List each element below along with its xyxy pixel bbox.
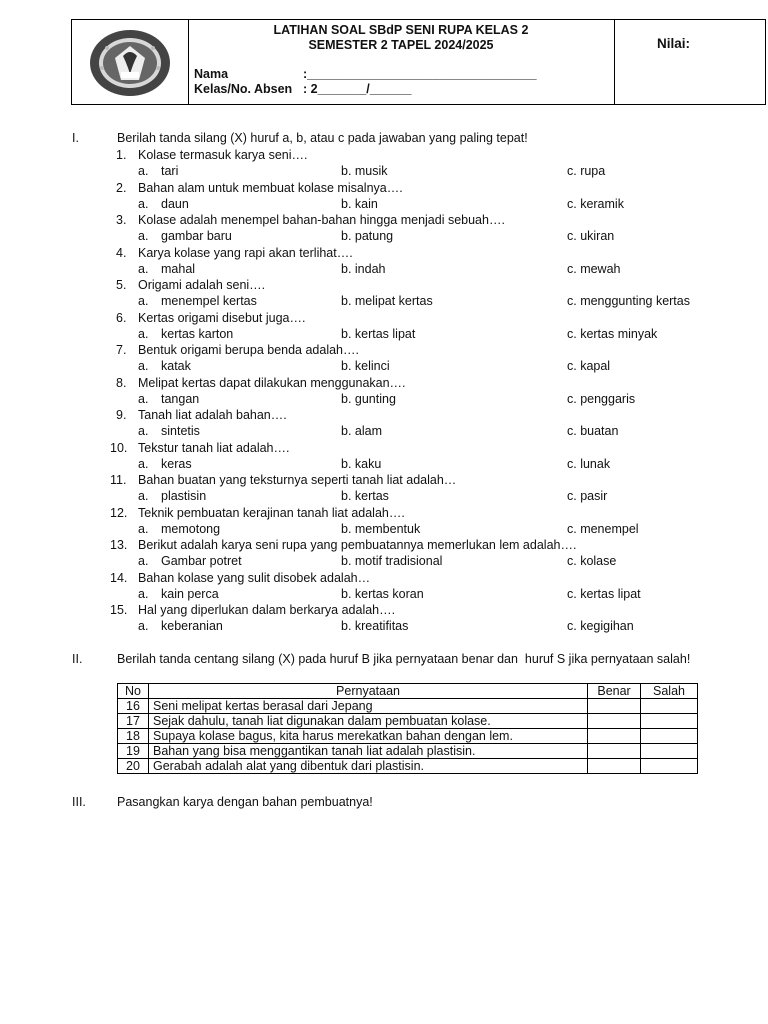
benar-cell[interactable] bbox=[588, 744, 641, 759]
benar-cell[interactable] bbox=[588, 714, 641, 729]
option-a-marker: a. bbox=[138, 424, 149, 438]
statement-text: Supaya kolase bagus, kita harus merekatkan bahan dengan lem. bbox=[148, 729, 587, 744]
option-c[interactable]: c. mewah bbox=[567, 261, 621, 276]
header-box bbox=[71, 19, 766, 105]
option-b[interactable]: b. kertas lipat bbox=[341, 326, 416, 341]
option-c[interactable]: c. menggunting kertas bbox=[567, 294, 690, 308]
question-number: 2. bbox=[116, 180, 127, 195]
option-b[interactable]: b. kertas bbox=[341, 489, 389, 503]
option-a[interactable]: keberanian bbox=[161, 619, 223, 633]
nilai-cell bbox=[614, 20, 767, 104]
option-b[interactable]: b. kain bbox=[341, 196, 378, 211]
question-number: 1. bbox=[116, 148, 127, 162]
option-b[interactable]: b. kaku bbox=[341, 456, 382, 471]
section2-instruction: Berilah tanda centang silang (X) pada huruf B jika pernyataan benar dan huruf S jika pernyataan salah! bbox=[117, 652, 691, 666]
option-a[interactable]: gambar baru bbox=[161, 229, 232, 243]
question-text: Berikut adalah karya seni rupa yang pembuatannya memerlukan lem adalah…. bbox=[138, 538, 577, 552]
question-number: 11. bbox=[110, 473, 127, 487]
question-text: Origami adalah seni…. bbox=[138, 278, 266, 292]
option-a-marker: a. bbox=[138, 326, 149, 341]
option-b[interactable]: b. membentuk bbox=[341, 521, 421, 536]
section3-number: III. bbox=[72, 795, 86, 809]
option-a[interactable]: memotong bbox=[161, 521, 221, 536]
question-text: Kertas origami disebut juga…. bbox=[138, 310, 306, 325]
option-b[interactable]: b. kelinci bbox=[341, 359, 390, 373]
option-a[interactable]: Gambar potret bbox=[161, 554, 242, 568]
question-text: Kolase adalah menempel bahan-bahan hingga menjadi sebuah…. bbox=[138, 213, 505, 227]
option-c[interactable]: c. lunak bbox=[567, 456, 611, 471]
option-a-marker: a. bbox=[138, 261, 149, 276]
row-number: 19 bbox=[118, 744, 149, 759]
option-c[interactable]: c. kapal bbox=[567, 359, 611, 373]
option-b[interactable]: b. alam bbox=[341, 424, 382, 438]
option-b[interactable]: b. musik bbox=[341, 164, 388, 178]
question-text: Bahan kolase yang sulit disobek adalah… bbox=[138, 570, 371, 585]
option-a[interactable]: tari bbox=[161, 164, 179, 178]
salah-cell[interactable] bbox=[641, 714, 698, 729]
page-subtitle: SEMESTER 2 TAPEL 2024/2025 bbox=[308, 38, 494, 52]
option-a[interactable]: keras bbox=[161, 456, 192, 471]
option-a[interactable]: plastisin bbox=[161, 489, 207, 503]
option-a[interactable]: tangan bbox=[161, 391, 200, 406]
option-c[interactable]: c. kertas lipat bbox=[567, 586, 641, 601]
table-row bbox=[118, 729, 698, 744]
nama-label: Nama bbox=[194, 67, 229, 81]
row-number: 20 bbox=[118, 759, 149, 774]
option-c[interactable]: c. buatan bbox=[567, 424, 619, 438]
option-b[interactable]: b. kertas koran bbox=[341, 586, 424, 601]
question-text: Hal yang diperlukan dalam berkarya adalah…. bbox=[138, 603, 396, 617]
option-a-marker: a. bbox=[138, 619, 149, 633]
question-number: 10. bbox=[110, 440, 128, 455]
statement-text: Sejak dahulu, tanah liat digunakan dalam pembuatan kolase. bbox=[148, 714, 587, 729]
option-c[interactable]: c. ukiran bbox=[567, 229, 615, 243]
question-number: 12. bbox=[110, 505, 128, 520]
option-a-marker: a. bbox=[138, 521, 149, 536]
section1-instruction: Berilah tanda silang (X) huruf a, b, atau c pada jawaban yang paling tepat! bbox=[117, 131, 528, 145]
option-c[interactable]: c. keramik bbox=[567, 196, 624, 211]
col-header-pernyataan: Pernyataan bbox=[148, 684, 587, 699]
option-a-marker: a. bbox=[138, 554, 149, 568]
question-number: 9. bbox=[116, 408, 127, 422]
question-text: Bentuk origami berupa benda adalah…. bbox=[138, 343, 359, 357]
table-row bbox=[118, 759, 698, 774]
kelas-label: Kelas/No. Absen bbox=[194, 82, 293, 96]
option-a[interactable]: sintetis bbox=[161, 424, 200, 438]
option-a-marker: a. bbox=[138, 391, 149, 406]
option-a-marker: a. bbox=[138, 229, 149, 243]
question-text: Bahan alam untuk membuat kolase misalnya…. bbox=[138, 180, 403, 195]
question-number: 3. bbox=[116, 213, 127, 227]
table-row bbox=[118, 744, 698, 759]
option-c[interactable]: c. menempel bbox=[567, 521, 639, 536]
page-title: LATIHAN SOAL SBdP SENI RUPA KELAS 2 bbox=[273, 23, 529, 37]
option-c[interactable]: c. pasir bbox=[567, 489, 608, 503]
option-b[interactable]: b. motif tradisional bbox=[341, 554, 443, 568]
question-text: Melipat kertas dapat dilakukan menggunakan…. bbox=[138, 375, 406, 390]
question-text: Tekstur tanah liat adalah…. bbox=[138, 440, 290, 455]
row-number: 16 bbox=[118, 699, 149, 714]
col-header-no: No bbox=[118, 684, 149, 699]
question-text: Tanah liat adalah bahan…. bbox=[138, 408, 287, 422]
table-header-row bbox=[118, 684, 698, 699]
option-c[interactable]: c. kolase bbox=[567, 554, 617, 568]
option-a[interactable]: katak bbox=[161, 359, 191, 373]
option-a-marker: a. bbox=[138, 456, 149, 471]
nama-field[interactable]: :_________________________________ bbox=[303, 67, 537, 81]
statement-text: Bahan yang bisa menggantikan tanah liat adalah plastisin. bbox=[148, 744, 587, 759]
statement-text: Gerabah adalah alat yang dibentuk dari plastisin. bbox=[148, 759, 587, 774]
salah-cell[interactable] bbox=[641, 744, 698, 759]
option-b[interactable]: b. indah bbox=[341, 261, 386, 276]
question-number: 4. bbox=[116, 245, 127, 260]
statement-text: Seni melipat kertas berasal dari Jepang bbox=[148, 699, 587, 714]
row-number: 18 bbox=[118, 729, 149, 744]
section3-instruction: Pasangkan karya dengan bahan pembuatnya! bbox=[117, 795, 373, 809]
question-number: 14. bbox=[110, 570, 128, 585]
option-a[interactable]: daun bbox=[161, 196, 189, 211]
kelas-field[interactable]: : 2_______/______ bbox=[303, 82, 412, 96]
question-number: 8. bbox=[116, 375, 127, 390]
nilai-label: Nilai: bbox=[657, 36, 691, 51]
option-b[interactable]: b. gunting bbox=[341, 391, 396, 406]
col-header-salah: Salah bbox=[641, 684, 698, 699]
row-number: 17 bbox=[118, 714, 149, 729]
question-text: Kolase termasuk karya seni…. bbox=[138, 148, 308, 162]
question-text: Karya kolase yang rapi akan terlihat…. bbox=[138, 245, 353, 260]
option-b[interactable]: b. kreatifitas bbox=[341, 619, 409, 633]
logo-cell bbox=[72, 20, 189, 104]
option-a-marker: a. bbox=[138, 359, 149, 373]
table-row bbox=[118, 714, 698, 729]
salah-cell[interactable] bbox=[641, 699, 698, 714]
option-a[interactable]: mahal bbox=[161, 261, 196, 276]
school-emblem-logo bbox=[87, 28, 173, 98]
statement-table bbox=[117, 683, 698, 774]
option-a-marker: a. bbox=[138, 294, 149, 308]
option-c[interactable]: c. kegigihan bbox=[567, 619, 634, 633]
question-number: 13. bbox=[110, 538, 128, 552]
question-text: Teknik pembuatan kerajinan tanah liat adalah…. bbox=[138, 505, 405, 520]
question-number: 5. bbox=[116, 278, 127, 292]
question-number: 15. bbox=[110, 603, 128, 617]
section1-number: I. bbox=[72, 131, 79, 145]
question-number: 7. bbox=[116, 343, 127, 357]
option-c[interactable]: c. penggaris bbox=[567, 391, 636, 406]
option-c[interactable]: c. rupa bbox=[567, 164, 606, 178]
salah-cell[interactable] bbox=[641, 729, 698, 744]
question-text: Bahan buatan yang teksturnya seperti tanah liat adalah… bbox=[138, 473, 457, 487]
option-a-marker: a. bbox=[138, 164, 149, 178]
option-c[interactable]: c. kertas minyak bbox=[567, 326, 658, 341]
option-a-marker: a. bbox=[138, 489, 149, 503]
option-a[interactable]: kertas karton bbox=[161, 326, 234, 341]
option-b[interactable]: b. melipat kertas bbox=[341, 294, 433, 308]
question-number: 6. bbox=[116, 310, 127, 325]
benar-cell[interactable] bbox=[588, 699, 641, 714]
benar-cell[interactable] bbox=[588, 729, 641, 744]
option-a-marker: a. bbox=[138, 196, 149, 211]
table-row bbox=[118, 699, 698, 714]
option-b[interactable]: b. patung bbox=[341, 229, 394, 243]
section2-number: II. bbox=[72, 652, 83, 666]
benar-cell[interactable] bbox=[588, 759, 641, 774]
option-a[interactable]: kain perca bbox=[161, 586, 219, 601]
option-a[interactable]: menempel kertas bbox=[161, 294, 257, 308]
col-header-benar: Benar bbox=[588, 684, 641, 699]
option-a-marker: a. bbox=[138, 586, 149, 601]
salah-cell[interactable] bbox=[641, 759, 698, 774]
